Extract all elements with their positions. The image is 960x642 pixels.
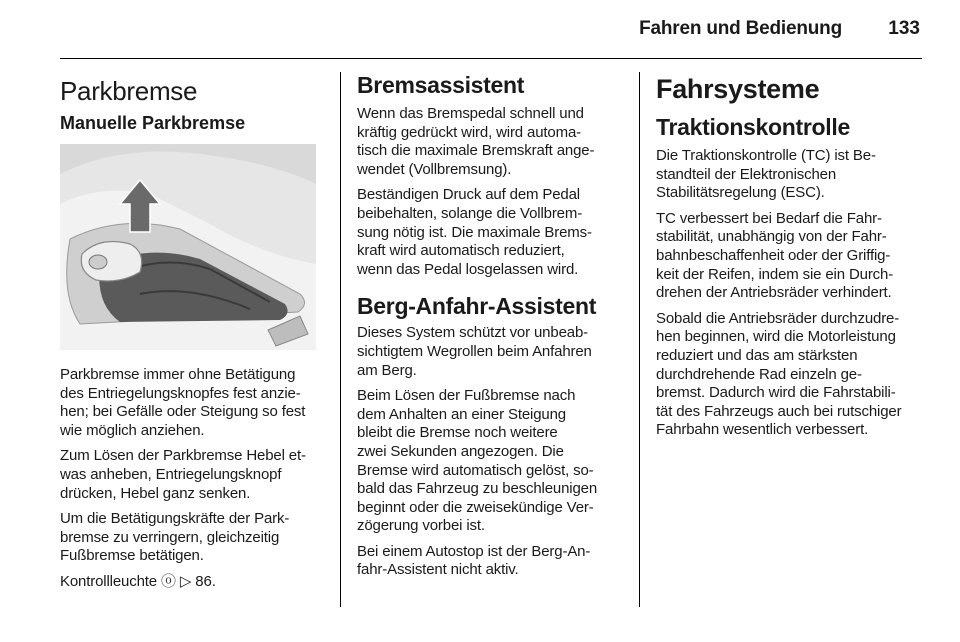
section-title-traktionskontrolle: Traktionskontrolle — [656, 114, 850, 140]
column-divider — [340, 72, 341, 607]
paragraph: Parkbremse immer ohne Betätigung des Entriegelungsknopfes fest anzie- hen; bei Gefälle oder Steigung so fest wie möglich anziehen. — [60, 366, 306, 439]
paragraph: Um die Betätigungskräfte der Park- bremse zu verringern, gleichzeitig Fußbremse betätigen. — [60, 510, 290, 565]
subsection-title-manuelle-parkbremse: Manuelle Parkbremse — [60, 113, 246, 133]
warning-light-label: Kontrollleuchte — [60, 572, 157, 590]
paragraph: Beständigen Druck auf dem Pedal beibehalten, solange die Vollbrem- sung nötig ist. Die maximale Brems- kraft wird automatisch reduziert, wenn das Pedal losgelassen wird. — [357, 186, 592, 278]
column-fahrsysteme — [656, 72, 922, 447]
paragraph: Sobald die Antriebsräder durchzudre- hen beginnen, wird die Motorleistung reduziert und das am stärksten durchdrehende Rad einzeln ge- bremst. Dadurch wird die Fahrstabili- tät des Fahrzeugs auch bei rutschiger Fahrbahn wesentlich verbessert. — [656, 309, 902, 439]
column-parkbremse — [60, 72, 324, 599]
paragraph: Dieses System schützt vor unbeab- sichtigtem Wegrollen beim Anfahren am Berg. — [357, 324, 592, 379]
paragraph: Beim Lösen der Fußbremse nach dem Anhalten an einer Steigung bleibt die Bremse noch weitere zwei Sekunden angezogen. Die Bremse wird automatisch gelöst, so- bald das Fahrzeug zu beschleunigen beginnt oder die zweisekündige Ver- zögerung vorbei ist. — [357, 387, 598, 535]
paragraph: Die Traktionskontrolle (TC) ist Be- standteil der Elektronischen Stabilitätsregelung (ESC). — [656, 147, 876, 202]
section-title-berg-anfahr-assistent: Berg-Anfahr-Assistent — [357, 293, 597, 320]
column-divider — [639, 72, 640, 607]
section-title-parkbremse: Parkbremse — [60, 76, 198, 106]
parking-brake-warning-icon: ⓞ — [161, 572, 176, 590]
page-number: 133 — [888, 18, 920, 39]
parking-brake-illustration — [60, 144, 316, 350]
paragraph: Zum Lösen der Parkbremse Hebel et- was anheben, Entriegelungsknopf drücken, Hebel ganz senken. — [60, 447, 306, 502]
section-title-fahrsysteme: Fahrsysteme — [656, 74, 820, 104]
paragraph: TC verbessert bei Bedarf die Fahr- stabilität, unabhängig von der Fahr- bahnbeschaffenheit oder der Griffig- keit der Reifen, indem sie ein Durch- drehen der Antriebsräder verhindert. — [656, 209, 894, 302]
page-reference-link[interactable]: ▷ 86. — [179, 572, 216, 590]
page-header — [60, 0, 922, 59]
column-bremsassistent — [357, 72, 621, 587]
paragraph: Bei einem Autostop ist der Berg-An- fahr-Assistent nicht aktiv. — [357, 542, 591, 579]
paragraph-warning-light — [60, 573, 324, 592]
chapter-title: Fahren und Bedienung — [639, 18, 842, 39]
paragraph: Wenn das Bremspedal schnell und kräftig gedrückt wird, wird automa- tisch die maximale Bremskraft ange- wendet (Vollbremsung). — [357, 105, 595, 178]
section-title-bremsassistent: Bremsassistent — [357, 72, 525, 98]
